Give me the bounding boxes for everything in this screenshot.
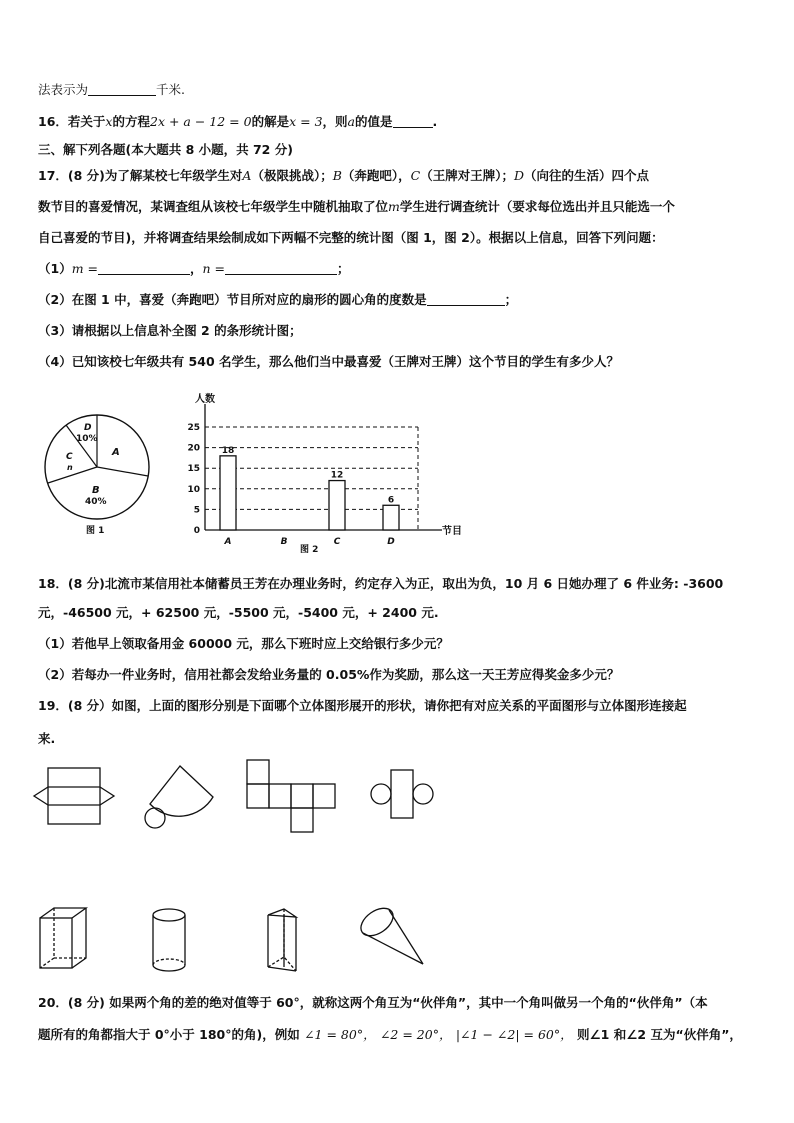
q16-text: 若关于 [67,114,106,129]
q17-text: （向往的生活）四个点 [524,168,650,183]
var-D: D [514,168,525,183]
q17-part2-text: （2）在图 1 中，喜爱（奔跑吧）节目所对应的扇形的圆心角的度数是 [38,292,427,307]
pie-label-d-pct: 10% [76,434,98,444]
solid-triangular-prism [260,905,310,980]
pie-label-d: D [84,423,92,433]
q17-part4: （4）已知该校七年级共有 540 名学生，那么他们当中最喜爱（王牌对王牌）这个节目的学生有多少人？ [38,354,619,369]
var-B: B [332,168,342,183]
part-end: ； [504,292,518,307]
q17-part1 [38,260,350,278]
q17-part3: （3）请根据以上信息补全图 2 的条形统计图； [38,323,302,338]
q19-line1: 19．(8 分）如图，上面的图形分别是下面哪个立体图形展开的形状，请你把有对应关系的平面图形与立体图形连接起 [38,698,687,713]
angle-1-example: ∠1 = 80°， [304,1027,376,1042]
q16-text: 的方程 [112,114,150,129]
angle-2-example: ∠2 = 20°， [379,1027,452,1042]
x-axis-title: 节目 [442,526,462,537]
net-cone [140,760,220,835]
x-tick-label: B [280,537,288,547]
var-A: A [242,168,252,183]
solution: x = 3 [289,114,323,129]
abs-difference-example: |∠1 − ∠2| = 60°， [455,1027,573,1042]
y-tick-label: 25 [187,423,200,433]
y-tick-label: 15 [187,464,200,475]
section-heading: 三、解下列各题(本大题共 8 小题，共 72 分) [38,142,293,157]
data-label-d: 6 [387,495,395,506]
x-tick-label: D [387,537,395,547]
pie-label-b-pct: 40% [85,497,107,507]
y-tick-label: 20 [187,443,200,454]
q18-part1: （1）若他早上领取备用金 60000 元，那么下班时应上交给银行多少元？ [38,636,449,651]
answer-blank [393,114,433,128]
q17-text: 数节目的喜爱情况，某调查组从该校七年级学生中随机抽取了位 [38,199,389,214]
q17-text: （极限挑战）； [251,168,333,183]
solid-cone [355,900,435,975]
net-triangular-prism [30,760,120,835]
q18-line1: 18．(8 分)北流市某信用社本储蓄员王芳在办理业务时，约定存入为正，取出为负，10 月 6 日她办理了 6 件业务: -3600 [38,576,724,591]
question-number: 16． [38,114,68,129]
y-tick-label: 10 [187,484,200,495]
q18-line2: 元，-46500 元，+ 62500 元，-5500 元，-5400 元，+ 2400 元. [38,605,439,620]
q16-text: 的值是 [355,114,393,129]
q20-text: 题所有的角都指大于 0°小于 180°的角)，例如 [38,1027,300,1042]
net-cube [240,755,340,840]
equation: 2x + a − 12 = 0 [150,114,252,129]
q17-text: （王牌对王牌）； [420,168,514,183]
q20-line2 [38,1026,742,1044]
q15-tail [38,81,185,99]
pie-label-c: C [66,452,73,462]
y-tick-label: 5 [193,505,200,516]
n-equals: n = [202,261,226,276]
y-tick-label: 0 [193,526,200,536]
m-equals: m = [71,261,99,276]
data-label-c: 12 [330,470,344,481]
q17-text: 学生进行调查统计（要求每位选出并且只能选一个 [399,199,675,214]
q15-unit: 千米. [156,82,185,97]
var-m: m [388,199,400,214]
part-end: ； [337,261,350,276]
answer-blank [225,261,337,275]
question-number: 17． [38,168,68,183]
var-a: a [347,114,355,129]
bar-d [383,505,399,530]
q17-text: （奔跑吧）， [341,168,411,183]
data-label-a: 18 [221,445,235,456]
var-x: x [105,114,113,129]
answer-blank [88,82,156,96]
q17-line2 [38,198,675,216]
q15-text: 法表示为 [38,82,89,97]
pie-divider-ba [97,467,148,476]
solid-cylinder [145,903,195,978]
q17-line3: 自己喜爱的节目)，并将调查结果绘制成如下两幅不完整的统计图（图 1，图 2）。根据以上信息，回答下列问题： [38,230,664,245]
q16-text: ，则 [322,114,348,129]
pie-label-b: B [92,485,100,496]
q20-line1: 20．(8 分) 如果两个角的差的绝对值等于 60°，就称这两个角互为“伙伴角”，其中一个角叫做另一个角的“伙伴角”（本 [38,995,708,1010]
pie-chart-figure-1 [40,400,160,540]
score: (8 分) [67,168,105,183]
answer-blank [98,261,190,275]
answer-blank [427,292,505,306]
pie-label-a: A [112,447,120,458]
net-cylinder [365,765,445,825]
q17-part2 [38,291,517,309]
var-C: C [410,168,421,183]
q16 [38,113,437,131]
figure-2-caption: 图 2 [300,545,319,555]
bar-a [220,456,236,530]
solid-cuboid [30,898,100,978]
x-tick-label: C [333,537,341,547]
part-label: （1） [38,261,72,276]
bar-chart-figure-2 [180,390,480,560]
y-axis-title: 人数 [195,394,215,405]
separator: ， [190,261,203,276]
q16-text: 的解是 [251,114,290,129]
x-tick-label: A [224,537,232,547]
q17-line1 [38,167,649,185]
q18-part2: （2）若每办一件业务时，信用社都会发给业务量的 0.05%作为奖励，那么这一天王芳应得奖金多少元？ [38,667,620,682]
q17-text: 为了解某校七年级学生对 [104,168,243,183]
figure-1-caption: 图 1 [86,526,105,536]
q16-end: . [432,114,438,129]
pie-label-c-n: n [67,463,73,472]
q20-text: 则∠1 和∠2 互为“伙伴角”， [576,1027,742,1042]
bar-c [329,481,345,530]
q19-line2: 来. [38,731,56,746]
